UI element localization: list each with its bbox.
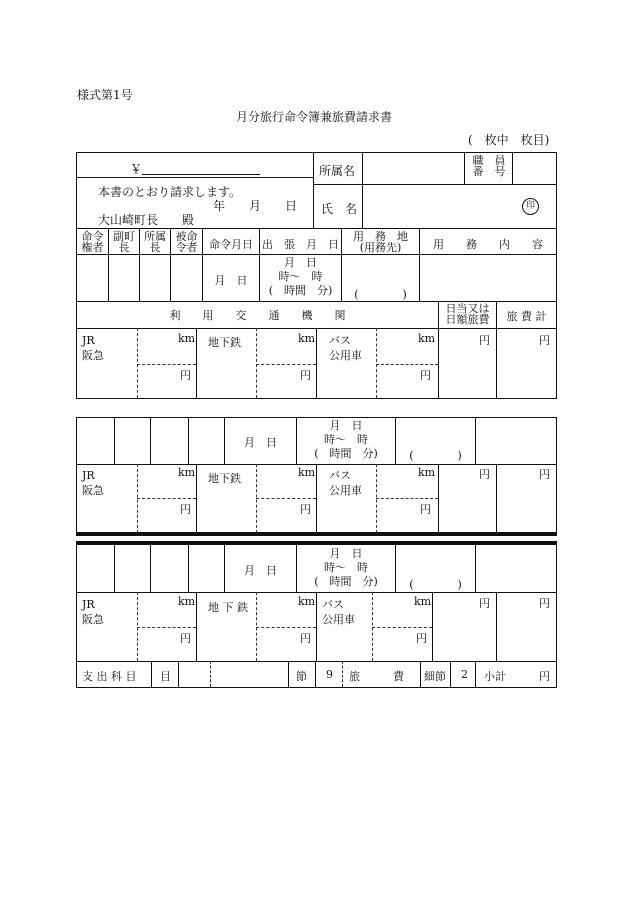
col-vice-mayor: 副町 長 (113, 230, 135, 254)
col-commander: 命令 権者 (81, 230, 104, 254)
setsu-number: 9 (326, 668, 333, 681)
daily-yen: 円 (479, 468, 490, 481)
yen-unit: 円 (420, 369, 431, 382)
yen-unit: 円 (300, 632, 311, 645)
km-unit: km (298, 595, 316, 608)
saisetsu-label: 細節 (424, 670, 446, 683)
yen-unit: 円 (300, 369, 311, 382)
trip-time: 月 日 時～ 時 ( 時間 分) (314, 547, 378, 588)
affiliation-label: 所属名 (319, 164, 356, 178)
daily-yen: 円 (479, 597, 490, 610)
trip-time: 月 日 時～ 時 ( 時間 分) (268, 256, 333, 297)
separator-thick (76, 541, 557, 545)
order-month-day: 月 日 (214, 274, 248, 287)
staff-number-label: 職 員 番 号 (472, 154, 506, 178)
request-text: 本書のとおり請求します。 (98, 185, 242, 199)
subway-label: 地下鉄 (208, 472, 241, 485)
col-dept-head: 所属 長 (144, 230, 166, 254)
subway-label: 地下鉄 (208, 336, 241, 349)
col-order-date: 命令月日 (209, 238, 253, 251)
col-ordered: 被命 令者 (175, 230, 198, 254)
form-title: 月分旅行命令簿兼旅費請求書 (236, 110, 393, 124)
col-trip-date: 出 張 月 日 (262, 238, 339, 251)
ryohi-label: 旅 費 (349, 670, 404, 683)
seal-mark: 印 (522, 198, 539, 215)
subway-label: 地 下 鉄 (208, 601, 248, 614)
rail-jr-hankyu: JR 阪急 (82, 598, 104, 626)
yen-sign: ￥ (130, 162, 143, 176)
km-unit: km (298, 466, 316, 479)
name-label: 氏 名 (321, 202, 358, 216)
form-number: 様式第1号 (77, 88, 133, 102)
yen-unit: 円 (420, 503, 431, 516)
total-yen: 円 (539, 334, 550, 347)
km-unit: km (178, 332, 196, 345)
daily-yen: 円 (479, 334, 490, 347)
subtotal-yen: 円 (539, 670, 550, 683)
sheet-count: ( 枚中 枚目) (468, 133, 550, 147)
addressee: 大山崎町長 殿 (98, 213, 195, 227)
daily-allowance-label: 日当又は 日額旅費 (445, 302, 490, 326)
yen-unit: 円 (180, 632, 191, 645)
km-unit: km (178, 466, 196, 479)
destination-paren: ( ) (409, 578, 462, 591)
order-month-day: 月 日 (244, 436, 277, 449)
yen-unit: 円 (180, 503, 191, 516)
moku-label: 目 (160, 670, 171, 683)
subtotal-label: 小計 (484, 670, 506, 683)
bus-public-car: バス 公用車 (329, 469, 362, 497)
km-unit: km (178, 595, 196, 608)
destination-paren: ( ) (354, 288, 407, 301)
col-purpose: 用 務 内 容 (433, 238, 543, 251)
km-unit: km (418, 466, 436, 479)
yen-unit: 円 (416, 632, 427, 645)
request-date: 年 月 日 (213, 199, 298, 213)
km-unit: km (298, 332, 316, 345)
expense-item-label: 支 出 科 目 (82, 670, 137, 683)
km-unit: km (414, 595, 432, 608)
travel-total-label: 旅 費 計 (506, 310, 547, 323)
setsu-label: 節 (296, 670, 307, 683)
yen-unit: 円 (180, 369, 191, 382)
yen-unit: 円 (300, 503, 311, 516)
separator-thick (76, 532, 557, 536)
bus-public-car: バス 公用車 (322, 598, 355, 626)
km-unit: km (418, 332, 436, 345)
rail-jr-hankyu: JR 阪急 (82, 334, 104, 362)
transport-label: 利 用 交 通 機 関 (169, 309, 346, 322)
col-destination: 用 務 地 (用務先) (353, 230, 408, 254)
bus-public-car: バス 公用車 (329, 334, 362, 362)
saisetsu-number: 2 (461, 668, 468, 681)
order-month-day: 月 日 (244, 564, 277, 577)
destination-paren: ( ) (409, 449, 462, 462)
rail-jr-hankyu: JR 阪急 (82, 469, 104, 497)
total-yen: 円 (539, 468, 550, 481)
trip-time: 月 日 時～ 時 ( 時間 分) (314, 419, 378, 460)
total-yen: 円 (539, 597, 550, 610)
